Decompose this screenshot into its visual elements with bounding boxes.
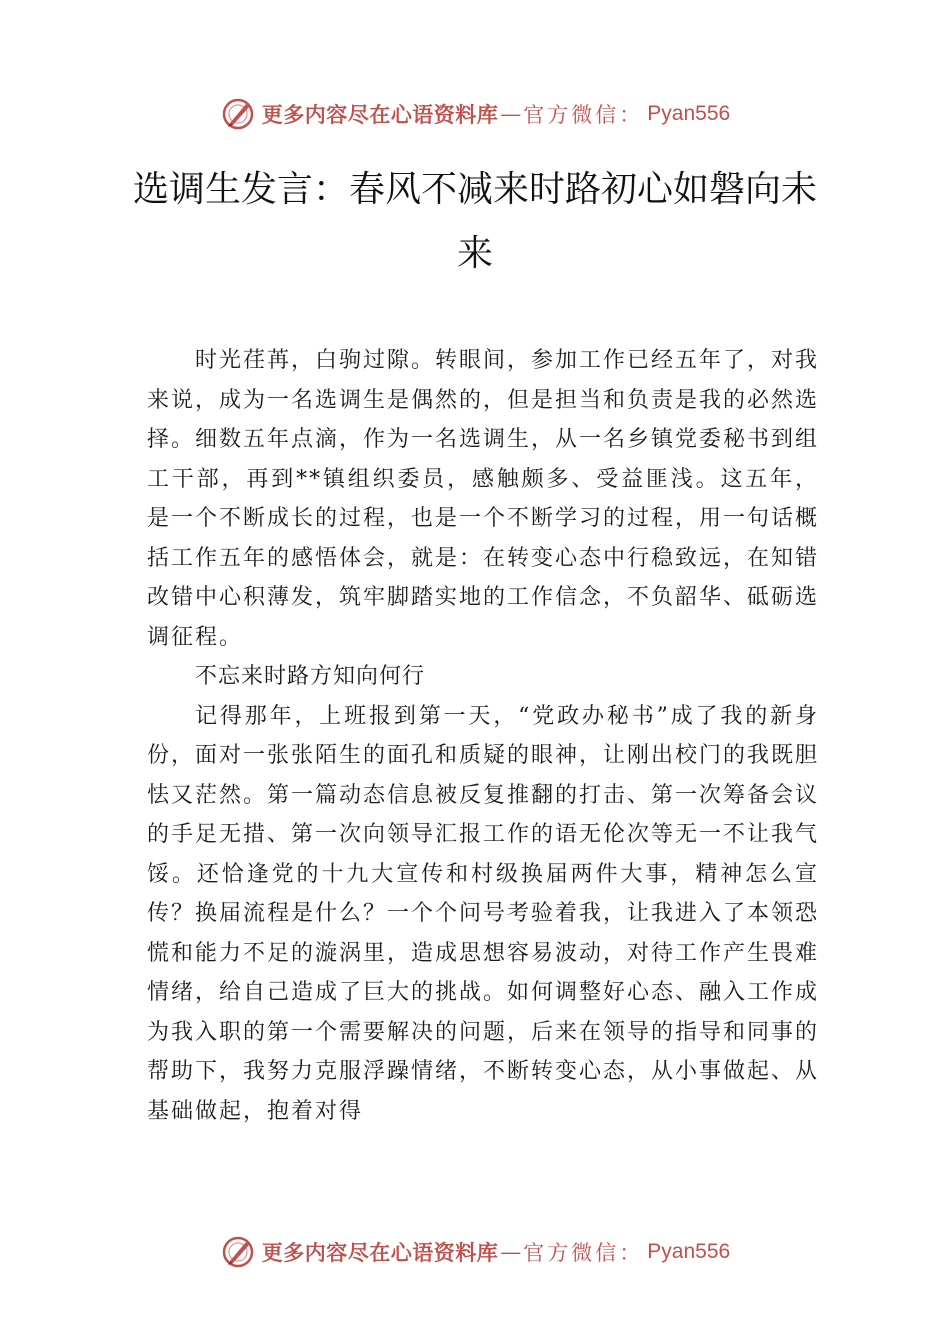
banner-brand-text: 更多内容尽在心语资料库 [261,1240,499,1265]
document-title: 选调生发言：春风不减来时路初心如磐向未来 [132,169,817,274]
banner-wechat-label: 官方微信： [523,103,644,127]
body-paragraph: 时光荏苒，白驹过隙。转眼间，参加工作已经五年了，对我来说，成为一名选调生是偶然的，但是担当和负责是我的必然选择。细数五年点滴，作为一名选调生，从一名乡镇党委秘书到组工干部，再到**镇组织委员，感触颇多、受益匪浅。这五年，是一个不断成长的过程，也是一个不断学习的过程，用一句话概括工作五年的感悟体会，就是：在转变心态中行稳致远，在知错改错中心积薄发，筑牢脚踏实地的工作信念，不负韶华、砥砺选调征程。 [147,348,820,650]
banner-wechat-handle: Pyan556 [647,102,731,125]
pen-circle-logo-icon [220,96,256,132]
banner-wechat-label: 官方微信： [523,1241,644,1265]
footer-watermark-banner [0,1232,950,1272]
banner-separator: — [500,1240,522,1264]
header-watermark-banner [0,94,950,134]
banner-brand-text: 更多内容尽在心语资料库 [261,102,499,127]
pen-circle-logo-icon [220,1234,256,1270]
document-body [147,341,819,1131]
body-paragraph: 记得那年，上班报到第一天，“党政办秘书”成了我的新身份，面对一张张陌生的面孔和质疑的眼神，让刚出校门的我既胆怯又茫然。第一篇动态信息被反复推翻的打击、第一次筹备会议的手足无措、第一次向领导汇报工作的语无伦次等无一不让我气馁。还恰逢党的十九大宣传和村级换届两件大事，精神怎么宣传？换届流程是什么？一个个问号考验着我，让我进入了本领恐慌和能力不足的漩涡里，造成思想容易波动，对待工作产生畏难情绪，给自己造成了巨大的挑战。如何调整好心态、融入工作成为我入职的第一个需要解决的问题，后来在领导的指导和同事的帮助下，我努力克服浮躁情绪，不断转变心态，从小事做起、从基础做起，抱着对得 [147,703,820,1124]
section-heading: 不忘来时路方知向何行 [195,664,426,689]
banner-separator: — [500,102,522,126]
banner-wechat-handle: Pyan556 [647,1240,731,1263]
